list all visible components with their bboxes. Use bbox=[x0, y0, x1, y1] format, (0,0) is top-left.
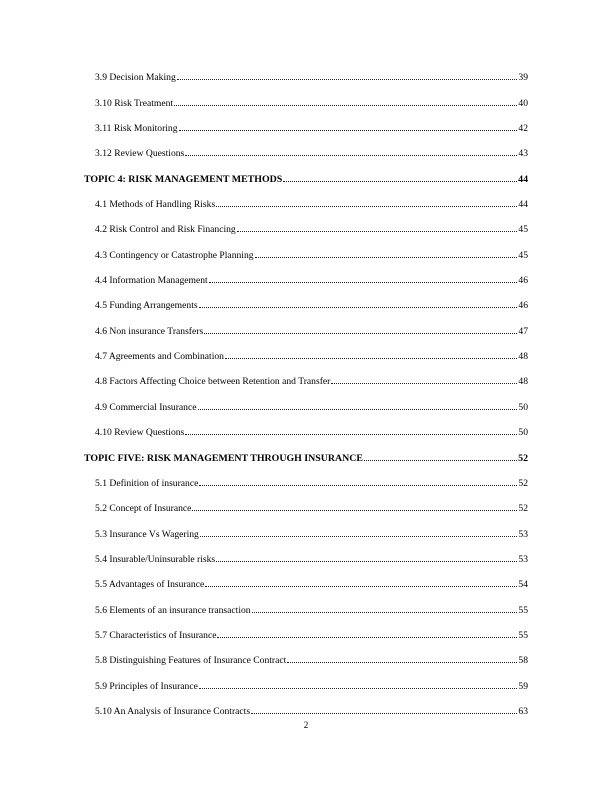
toc-entry[interactable] bbox=[84, 218, 528, 243]
toc-entry-page: 59 bbox=[518, 680, 528, 692]
toc-entry-page: 46 bbox=[518, 300, 528, 312]
toc-entry-page: 50 bbox=[518, 401, 528, 413]
toc-entry-page: 45 bbox=[518, 224, 528, 236]
toc-entry-page: 40 bbox=[518, 97, 528, 109]
toc-entry[interactable] bbox=[84, 649, 528, 674]
toc-entry[interactable] bbox=[84, 117, 528, 142]
toc-entry-page: 52 bbox=[518, 477, 528, 489]
toc-entry-title: TOPIC FIVE: RISK MANAGEMENT THROUGH INSURANCE bbox=[84, 452, 364, 464]
toc-entry-page: 55 bbox=[518, 629, 528, 641]
table-of-contents bbox=[84, 66, 528, 725]
toc-entry-title: 5.2 Concept of Insurance bbox=[95, 503, 192, 515]
toc-entry-page: 42 bbox=[518, 123, 528, 135]
dot-leader bbox=[179, 130, 518, 131]
toc-entry[interactable] bbox=[84, 193, 528, 218]
toc-entry[interactable] bbox=[84, 319, 528, 344]
toc-entry-page: 39 bbox=[518, 72, 528, 84]
toc-entry-title: 4.9 Commercial Insurance bbox=[95, 401, 197, 413]
dot-leader bbox=[287, 662, 517, 663]
dot-leader bbox=[217, 637, 517, 638]
dot-leader bbox=[364, 460, 517, 461]
dot-leader bbox=[199, 485, 517, 486]
toc-entry-title: 4.3 Contingency or Catastrophe Planning bbox=[95, 249, 254, 261]
toc-entry-title: 4.2 Risk Control and Risk Financing bbox=[95, 224, 236, 236]
toc-entry-title: 3.11 Risk Monitoring bbox=[95, 123, 178, 135]
toc-entry-page: 45 bbox=[518, 249, 528, 261]
toc-entry-title: 5.9 Principles of Insurance bbox=[95, 680, 198, 692]
toc-entry[interactable] bbox=[84, 624, 528, 649]
dot-leader bbox=[192, 510, 517, 511]
toc-entry-page: 44 bbox=[518, 199, 528, 211]
dot-leader bbox=[204, 333, 517, 334]
dot-leader bbox=[209, 282, 518, 283]
toc-entry-title: 5.4 Insurable/Uninsurable risks bbox=[95, 553, 216, 565]
toc-entry-title: 4.8 Factors Affecting Choice between Retention and Transfer bbox=[95, 376, 331, 388]
dot-leader bbox=[255, 257, 518, 258]
dot-leader bbox=[174, 105, 517, 106]
toc-entry[interactable] bbox=[84, 522, 528, 547]
dot-leader bbox=[205, 586, 517, 587]
toc-entry[interactable] bbox=[84, 497, 528, 522]
toc-entry-page: 52 bbox=[518, 503, 528, 515]
dot-leader bbox=[199, 688, 518, 689]
toc-entry-title: 4.1 Methods of Handling Risks bbox=[95, 199, 216, 211]
toc-entry-title: 4.5 Funding Arrangements bbox=[95, 300, 198, 312]
toc-entry-page: 63 bbox=[518, 705, 528, 717]
toc-entry[interactable] bbox=[84, 243, 528, 268]
toc-entry-title: 3.10 Risk Treatment bbox=[95, 97, 174, 109]
toc-entry-title: 4.10 Review Questions bbox=[95, 427, 185, 439]
toc-entry[interactable] bbox=[84, 294, 528, 319]
toc-entry-title: TOPIC 4: RISK MANAGEMENT METHODS bbox=[84, 173, 283, 185]
dot-leader bbox=[200, 536, 518, 537]
toc-entry-page: 52 bbox=[518, 452, 528, 464]
toc-entry-title: 4.7 Agreements and Combination bbox=[95, 351, 224, 363]
dot-leader bbox=[216, 561, 517, 562]
toc-entry-title: 5.6 Elements of an insurance transaction bbox=[95, 604, 251, 616]
dot-leader bbox=[185, 434, 517, 435]
toc-topic-entry[interactable] bbox=[84, 446, 528, 471]
toc-entry[interactable] bbox=[84, 573, 528, 598]
toc-entry[interactable] bbox=[84, 674, 528, 699]
dot-leader bbox=[251, 713, 517, 714]
toc-entry[interactable] bbox=[84, 66, 528, 91]
toc-entry-title: 4.4 Information Management bbox=[95, 275, 208, 287]
toc-topic-entry[interactable] bbox=[84, 167, 528, 192]
toc-entry-page: 53 bbox=[518, 528, 528, 540]
toc-entry-title: 5.7 Characteristics of Insurance bbox=[95, 629, 217, 641]
toc-entry-title: 3.12 Review Questions bbox=[95, 148, 185, 160]
toc-entry[interactable] bbox=[84, 598, 528, 623]
toc-entry[interactable] bbox=[84, 345, 528, 370]
toc-entry-page: 43 bbox=[518, 148, 528, 160]
toc-entry-title: 4.6 Non insurance Transfers bbox=[95, 325, 204, 337]
toc-entry-page: 44 bbox=[518, 173, 528, 185]
dot-leader bbox=[199, 307, 518, 308]
toc-entry-page: 46 bbox=[518, 275, 528, 287]
toc-entry-page: 48 bbox=[518, 376, 528, 388]
dot-leader bbox=[185, 155, 517, 156]
toc-entry[interactable] bbox=[84, 269, 528, 294]
toc-entry-page: 50 bbox=[518, 427, 528, 439]
toc-entry[interactable] bbox=[84, 370, 528, 395]
toc-entry-title: 5.5 Advantages of Insurance bbox=[95, 579, 205, 591]
toc-entry-page: 54 bbox=[518, 579, 528, 591]
dot-leader bbox=[252, 612, 518, 613]
dot-leader bbox=[177, 79, 518, 80]
dot-leader bbox=[216, 206, 517, 207]
dot-leader bbox=[331, 383, 517, 384]
page-number: 2 bbox=[303, 720, 309, 730]
toc-entry[interactable] bbox=[84, 142, 528, 167]
dot-leader bbox=[198, 409, 518, 410]
dot-leader bbox=[225, 358, 517, 359]
toc-entry-title: 5.8 Distinguishing Features of Insurance Contract bbox=[95, 655, 287, 667]
toc-entry[interactable] bbox=[84, 91, 528, 116]
toc-entry[interactable] bbox=[84, 548, 528, 573]
dot-leader bbox=[237, 231, 518, 232]
toc-entry-title: 5.1 Definition of insurance bbox=[95, 477, 199, 489]
toc-entry[interactable] bbox=[84, 421, 528, 446]
toc-entry-page: 55 bbox=[518, 604, 528, 616]
toc-entry-page: 58 bbox=[518, 655, 528, 667]
toc-entry-page: 53 bbox=[518, 553, 528, 565]
toc-entry-title: 3.9 Decision Making bbox=[95, 72, 176, 84]
toc-entry-page: 47 bbox=[518, 325, 528, 337]
dot-leader bbox=[283, 181, 517, 182]
toc-entry-title: 5.3 Insurance Vs Wagering bbox=[95, 528, 199, 540]
toc-entry-page: 48 bbox=[518, 351, 528, 363]
toc-entry-title: 5.10 An Analysis of Insurance Contracts bbox=[95, 705, 251, 717]
toc-entry[interactable] bbox=[84, 395, 528, 420]
toc-entry[interactable] bbox=[84, 472, 528, 497]
